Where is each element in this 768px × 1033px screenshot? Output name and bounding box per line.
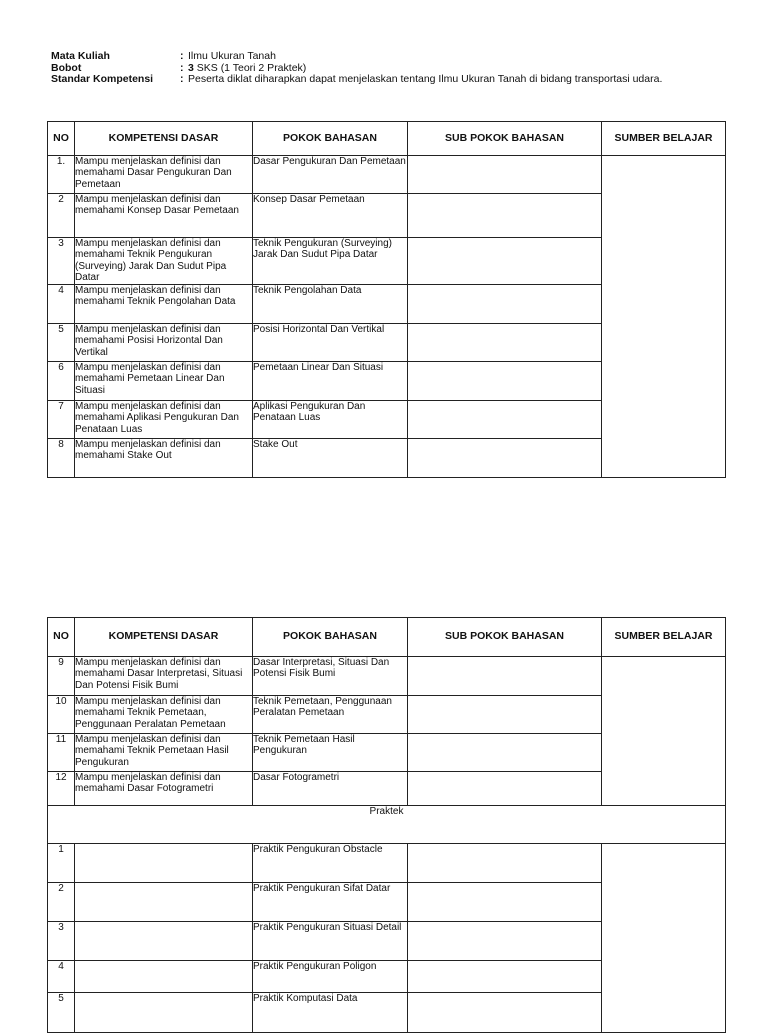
row-kompetensi: Mampu menjelaskan definisi dan memahami Teknik Pemetaan Hasil Pengukuran: [75, 734, 253, 772]
col-header-sumber: SUMBER BELAJAR: [602, 122, 726, 156]
row-pokok: Praktik Pengukuran Obstacle: [253, 844, 408, 883]
row-no: 3: [48, 238, 75, 285]
table-header-row: [48, 122, 726, 156]
praktek-section-row: [48, 806, 726, 844]
competency-table-2: [47, 617, 726, 1033]
row-kompetensi: Mampu menjelaskan definisi dan memahami Dasar Pengukuran Dan Pemetaan: [75, 156, 253, 194]
row-no: 1.: [48, 156, 75, 194]
row-kompetensi: [75, 922, 253, 961]
row-kompetensi: [75, 961, 253, 993]
row-kompetensi: Mampu menjelaskan definisi dan memahami Teknik Pemetaan, Penggunaan Peralatan Pemetaan: [75, 696, 253, 734]
standar-label: Standar Kompetensi: [51, 73, 154, 85]
row-sub: [408, 772, 602, 806]
col-header-sub: SUB POKOK BAHASAN: [408, 122, 602, 156]
bobot-colon: :: [180, 61, 184, 74]
row-kompetensi: Mampu menjelaskan definisi dan memahami Teknik Pengukuran (Surveying) Jarak Dan Sudut Pipa Datar: [75, 238, 253, 285]
row-pokok: Teknik Pemetaan, Penggunaan Peralatan Pemetaan: [253, 696, 408, 734]
col-header-pokok: POKOK BAHASAN: [253, 122, 408, 156]
competency-table-1: [47, 121, 726, 478]
row-no: 1: [48, 844, 75, 883]
row-sub: [408, 657, 602, 696]
row-no: 11: [48, 734, 75, 772]
praktek-section-label: Praktek: [48, 806, 726, 844]
mata-kuliah-value: Ilmu Ukuran Tanah: [188, 50, 276, 62]
row-kompetensi: Mampu menjelaskan definisi dan memahami Pemetaan Linear Dan Situasi: [75, 362, 253, 401]
row-sub: [408, 285, 602, 324]
row-sub: [408, 883, 602, 922]
row-sub: [408, 401, 602, 439]
col-header-kompetensi: KOMPETENSI DASAR: [75, 122, 253, 156]
sumber-belajar-cell: [602, 844, 726, 1033]
row-kompetensi: Mampu menjelaskan definisi dan memahami Stake Out: [75, 439, 253, 478]
row-no: 4: [48, 961, 75, 993]
row-pokok: Dasar Interpretasi, Situasi Dan Potensi Fisik Bumi: [253, 657, 408, 696]
row-pokok: Pemetaan Linear Dan Situasi: [253, 362, 408, 401]
table-header-row: [48, 618, 726, 657]
row-no: 2: [48, 883, 75, 922]
row-no: 8: [48, 439, 75, 478]
row-kompetensi: Mampu menjelaskan definisi dan memahami Posisi Horizontal Dan Vertikal: [75, 324, 253, 362]
row-sub: [408, 439, 602, 478]
standar-colon: :: [180, 73, 184, 85]
row-no: 12: [48, 772, 75, 806]
col-header-sumber: SUMBER BELAJAR: [602, 618, 726, 657]
row-no: 5: [48, 993, 75, 1033]
table-row: [48, 657, 726, 696]
row-sub: [408, 844, 602, 883]
row-pokok: Praktik Komputasi Data: [253, 993, 408, 1033]
row-no: 9: [48, 657, 75, 696]
row-sub: [408, 734, 602, 772]
row-pokok: Posisi Horizontal Dan Vertikal: [253, 324, 408, 362]
row-no: 3: [48, 922, 75, 961]
row-sub: [408, 993, 602, 1033]
row-pokok: Dasar Fotogrametri: [253, 772, 408, 806]
col-header-no: NO: [48, 122, 75, 156]
row-kompetensi: Mampu menjelaskan definisi dan memahami Konsep Dasar Pemetaan: [75, 194, 253, 238]
table-row: [48, 844, 726, 883]
row-no: 7: [48, 401, 75, 439]
row-pokok: Teknik Pengukuran (Surveying) Jarak Dan Sudut Pipa Datar: [253, 238, 408, 285]
col-header-no: NO: [48, 618, 75, 657]
row-no: 10: [48, 696, 75, 734]
row-sub: [408, 194, 602, 238]
row-kompetensi: [75, 883, 253, 922]
row-kompetensi: [75, 993, 253, 1033]
bobot-label: Bobot: [51, 61, 82, 74]
row-kompetensi: Mampu menjelaskan definisi dan memahami Aplikasi Pengukuran Dan Penataan Luas: [75, 401, 253, 439]
bobot-sks-number: 3: [188, 61, 194, 74]
row-pokok: Praktik Pengukuran Poligon: [253, 961, 408, 993]
row-no: 4: [48, 285, 75, 324]
row-sub: [408, 696, 602, 734]
row-pokok: Stake Out: [253, 439, 408, 478]
row-pokok: Aplikasi Pengukuran Dan Penataan Luas: [253, 401, 408, 439]
row-pokok: Konsep Dasar Pemetaan: [253, 194, 408, 238]
row-pokok: Teknik Pengolahan Data: [253, 285, 408, 324]
row-sub: [408, 238, 602, 285]
row-kompetensi: Mampu menjelaskan definisi dan memahami Dasar Fotogrametri: [75, 772, 253, 806]
row-pokok: Teknik Pemetaan Hasil Pengukuran: [253, 734, 408, 772]
row-kompetensi: [75, 844, 253, 883]
row-sub: [408, 961, 602, 993]
row-no: 5: [48, 324, 75, 362]
row-sub: [408, 922, 602, 961]
row-pokok: Praktik Pengukuran Situasi Detail: [253, 922, 408, 961]
row-kompetensi: Mampu menjelaskan definisi dan memahami Teknik Pengolahan Data: [75, 285, 253, 324]
row-kompetensi: Mampu menjelaskan definisi dan memahami Dasar Interpretasi, Situasi Dan Potensi Fisik Bumi: [75, 657, 253, 696]
col-header-kompetensi: KOMPETENSI DASAR: [75, 618, 253, 657]
col-header-sub: SUB POKOK BAHASAN: [408, 618, 602, 657]
bobot-sks-text: SKS (1 Teori 2 Praktek): [193, 61, 307, 74]
sumber-belajar-cell: [602, 156, 726, 478]
table-row: [48, 156, 726, 194]
row-pokok: Dasar Pengukuran Dan Pemetaan: [253, 156, 408, 194]
row-pokok: Praktik Pengukuran Sifat Datar: [253, 883, 408, 922]
sumber-belajar-cell: [602, 657, 726, 806]
row-no: 6: [48, 362, 75, 401]
row-no: 2: [48, 194, 75, 238]
mata-kuliah-colon: :: [180, 50, 184, 62]
row-sub: [408, 324, 602, 362]
standar-value: Peserta diklat diharapkan dapat menjelaskan tentang Ilmu Ukuran Tanah di bidang transportasi udara.: [188, 73, 663, 85]
col-header-pokok: POKOK BAHASAN: [253, 618, 408, 657]
row-sub: [408, 362, 602, 401]
row-sub: [408, 156, 602, 194]
mata-kuliah-label: Mata Kuliah: [51, 50, 110, 62]
